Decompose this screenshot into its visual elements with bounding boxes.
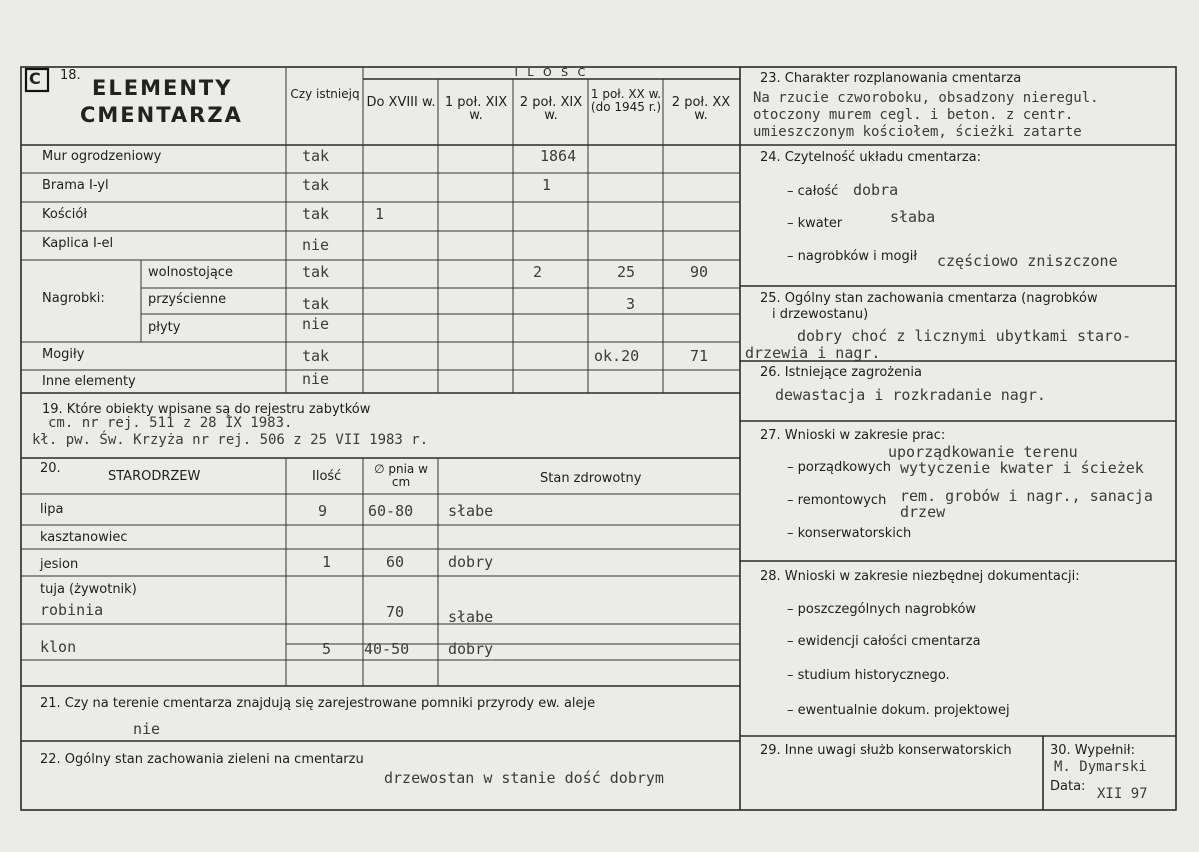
s20-col-stan: Stan zdrowotny xyxy=(540,471,642,486)
row-czy-inne: nie xyxy=(302,370,330,388)
s25-label-line2: i drzewostanu) xyxy=(772,307,869,322)
s20-col-ilosc: Ilość xyxy=(312,469,342,484)
s26-value: dewastacja i rozkradanie nagr. xyxy=(775,386,1046,404)
tree-pnia-lipa: 60-80 xyxy=(368,502,414,520)
tree-pnia-robinia: 70 xyxy=(386,603,405,621)
row-label-mogily: Mogiły xyxy=(42,347,85,362)
s27-remontowych-value2: drzew xyxy=(900,503,946,521)
section-title-line1: ELEMENTY xyxy=(92,76,233,100)
s28-item-ewidencji: – ewidencji całości cmentarza xyxy=(787,634,981,649)
tree-ilosc-lipa: 9 xyxy=(318,502,328,520)
row-c3-mur: 1864 xyxy=(540,147,577,165)
tree-name-jesion: jesion xyxy=(40,557,79,572)
s19-label: 19. Które obiekty wpisane są do rejestru zabytków xyxy=(42,402,371,417)
tree-name-klon: klon xyxy=(40,638,77,656)
s26-label: 26. Istniejące zagrożenia xyxy=(760,365,922,380)
row-label-kaplica: Kaplica I-el xyxy=(42,236,114,251)
s30-data: XII 97 xyxy=(1097,786,1148,802)
s24-label: 24. Czytelność układu cmentarza: xyxy=(760,150,982,165)
s27-porzadkowych-value: wytyczenie kwater i ścieżek xyxy=(900,459,1144,477)
s24-kwater-value: słaba xyxy=(890,208,936,226)
row-czy-wolnostojace: tak xyxy=(302,263,330,281)
row-c4-przyscienne: 3 xyxy=(626,295,636,313)
s24-calosc: – całość xyxy=(787,184,839,199)
s27-konserwatorskich: – konserwatorskich xyxy=(787,526,912,541)
row-label-inne: Inne elementy xyxy=(42,374,136,389)
tree-ilosc-jesion: 1 xyxy=(322,553,332,571)
row-c1-kosciol: 1 xyxy=(375,205,385,223)
section-18-number: 18. xyxy=(60,68,81,83)
s23-line1: Na rzucie czworoboku, obsadzony nieregul. xyxy=(753,90,1099,106)
s28-label: 28. Wnioski w zakresie niezbędnej dokumentacji: xyxy=(760,569,1080,584)
row-czy-przyscienne: tak xyxy=(302,295,330,313)
col-header-2pol-xix: 2 poł. XIX w. xyxy=(519,95,583,123)
s30-data-label: Data: xyxy=(1050,779,1086,794)
row-czy-mur: tak xyxy=(302,147,330,165)
s28-item-projektowej: – ewentualnie dokum. projektowej xyxy=(787,703,1010,718)
tree-pnia-klon: 40-50 xyxy=(364,640,410,658)
s28-item-nagrobkow: – poszczególnych nagrobków xyxy=(787,602,977,617)
col-header-do-xviii: Do XVIII w. xyxy=(366,95,436,110)
section-title-line2: CMENTARZA xyxy=(80,103,243,127)
cemetery-record-card xyxy=(20,66,1177,811)
s23-line3: umieszczonym kościołem, ścieżki zatarte xyxy=(753,124,1082,140)
row-czy-brama: tak xyxy=(302,176,330,194)
s22-label: 22. Ogólny stan zachowania zieleni na cmentarzu xyxy=(40,752,364,767)
row-c4-wolnostojace: 25 xyxy=(617,263,636,281)
s27-top-value: uporządkowanie terenu xyxy=(888,443,1078,461)
row-label-kosciol: Kościół xyxy=(42,207,88,222)
tree-name-lipa: lipa xyxy=(40,502,64,517)
s27-porzadkowych: – porządkowych xyxy=(787,460,891,475)
s19-line2: kł. pw. Św. Krzyża nr rej. 506 z 25 VII 1983 r. xyxy=(32,432,429,448)
row-label-wolnostojace: wolnostojące xyxy=(148,265,233,280)
row-c5-mogily: 71 xyxy=(690,347,709,365)
s24-nagrobkow: – nagrobków i mogił xyxy=(787,249,918,264)
s24-kwater: – kwater xyxy=(787,216,843,231)
row-label-przyscienne: przyścienne xyxy=(148,292,227,307)
row-czy-plyty: nie xyxy=(302,315,330,333)
tree-ilosc-klon: 5 xyxy=(322,640,332,658)
tree-stan-robinia: słabe xyxy=(448,608,494,626)
s27-remontowych-value: rem. grobów i nagr., sanacja xyxy=(900,487,1153,505)
row-c5-wolnostojace: 90 xyxy=(690,263,709,281)
s20-number: 20. xyxy=(40,461,61,476)
s30-name: M. Dymarski xyxy=(1054,759,1147,775)
row-label-plyty: płyty xyxy=(148,320,181,335)
row-czy-kosciol: tak xyxy=(302,205,330,223)
s25-label-line1: 25. Ogólny stan zachowania cmentarza (nagrobków xyxy=(760,291,1098,306)
s19-line1: cm. nr rej. 511 z 28 IX 1983. xyxy=(48,415,293,431)
row-label-mur: Mur ogrodzeniowy xyxy=(42,149,162,164)
col-header-ilosc: I L O Ś Ć xyxy=(514,66,589,79)
s23-label: 23. Charakter rozplanowania cmentarza xyxy=(760,71,1022,86)
row-label-brama: Brama I-yl xyxy=(42,178,109,193)
s24-calosc-value: dobra xyxy=(853,181,899,199)
s23-line2: otoczony murem cegl. i beton. z centr. xyxy=(753,107,1074,123)
col-header-2pol-xx: 2 poł. XX w. xyxy=(671,95,731,123)
s29-label: 29. Inne uwagi służb konserwatorskich xyxy=(760,743,1012,758)
s20-col-pnia: ∅ pnia w cm xyxy=(374,462,428,489)
s22-value: drzewostan w stanie dość dobrym xyxy=(384,769,664,787)
tree-name-tuja: tuja (żywotnik) xyxy=(40,582,137,597)
s27-label: 27. Wnioski w zakresie prac: xyxy=(760,428,946,443)
col-header-1pol-xx: 1 poł. XX w. (do 1945 r.) xyxy=(590,87,662,114)
s30-label: 30. Wypełnił: xyxy=(1050,743,1135,758)
tree-stan-jesion: dobry xyxy=(448,553,494,571)
row-c3-brama: 1 xyxy=(542,176,552,194)
row-c4-mogily: ok.20 xyxy=(594,347,640,365)
row-c3-wolnostojace: 2 xyxy=(533,263,543,281)
s28-item-studium: – studium historycznego. xyxy=(787,668,950,683)
row-label-nagrobki: Nagrobki: xyxy=(42,291,105,306)
row-czy-kaplica: nie xyxy=(302,236,330,254)
tree-stan-lipa: słabe xyxy=(448,502,494,520)
col-header-1pol-xix: 1 poł. XIX w. xyxy=(444,95,508,123)
s25-line2: drzewia i nagr. xyxy=(745,344,881,362)
s24-nagrobkow-value: częściowo zniszczone xyxy=(937,252,1118,270)
col-header-czy-istnieje: Czy istniejq xyxy=(290,87,360,101)
tree-pnia-jesion: 60 xyxy=(386,553,405,571)
tree-name-robinia: robinia xyxy=(40,601,104,619)
row-czy-mogily: tak xyxy=(302,347,330,365)
section-letter-c: C xyxy=(29,69,41,88)
s21-label: 21. Czy na terenie cmentarza znajdują się zarejestrowane pomniki przyrody ew. aleje xyxy=(40,696,596,711)
s27-remontowych: – remontowych xyxy=(787,493,887,508)
s25-line1: dobry choć z licznymi ubytkami staro- xyxy=(797,327,1132,345)
s20-title: STARODRZEW xyxy=(108,469,201,484)
s21-value: nie xyxy=(133,720,161,738)
tree-name-kasztanowiec: kasztanowiec xyxy=(40,530,128,545)
tree-stan-klon: dobry xyxy=(448,640,494,658)
